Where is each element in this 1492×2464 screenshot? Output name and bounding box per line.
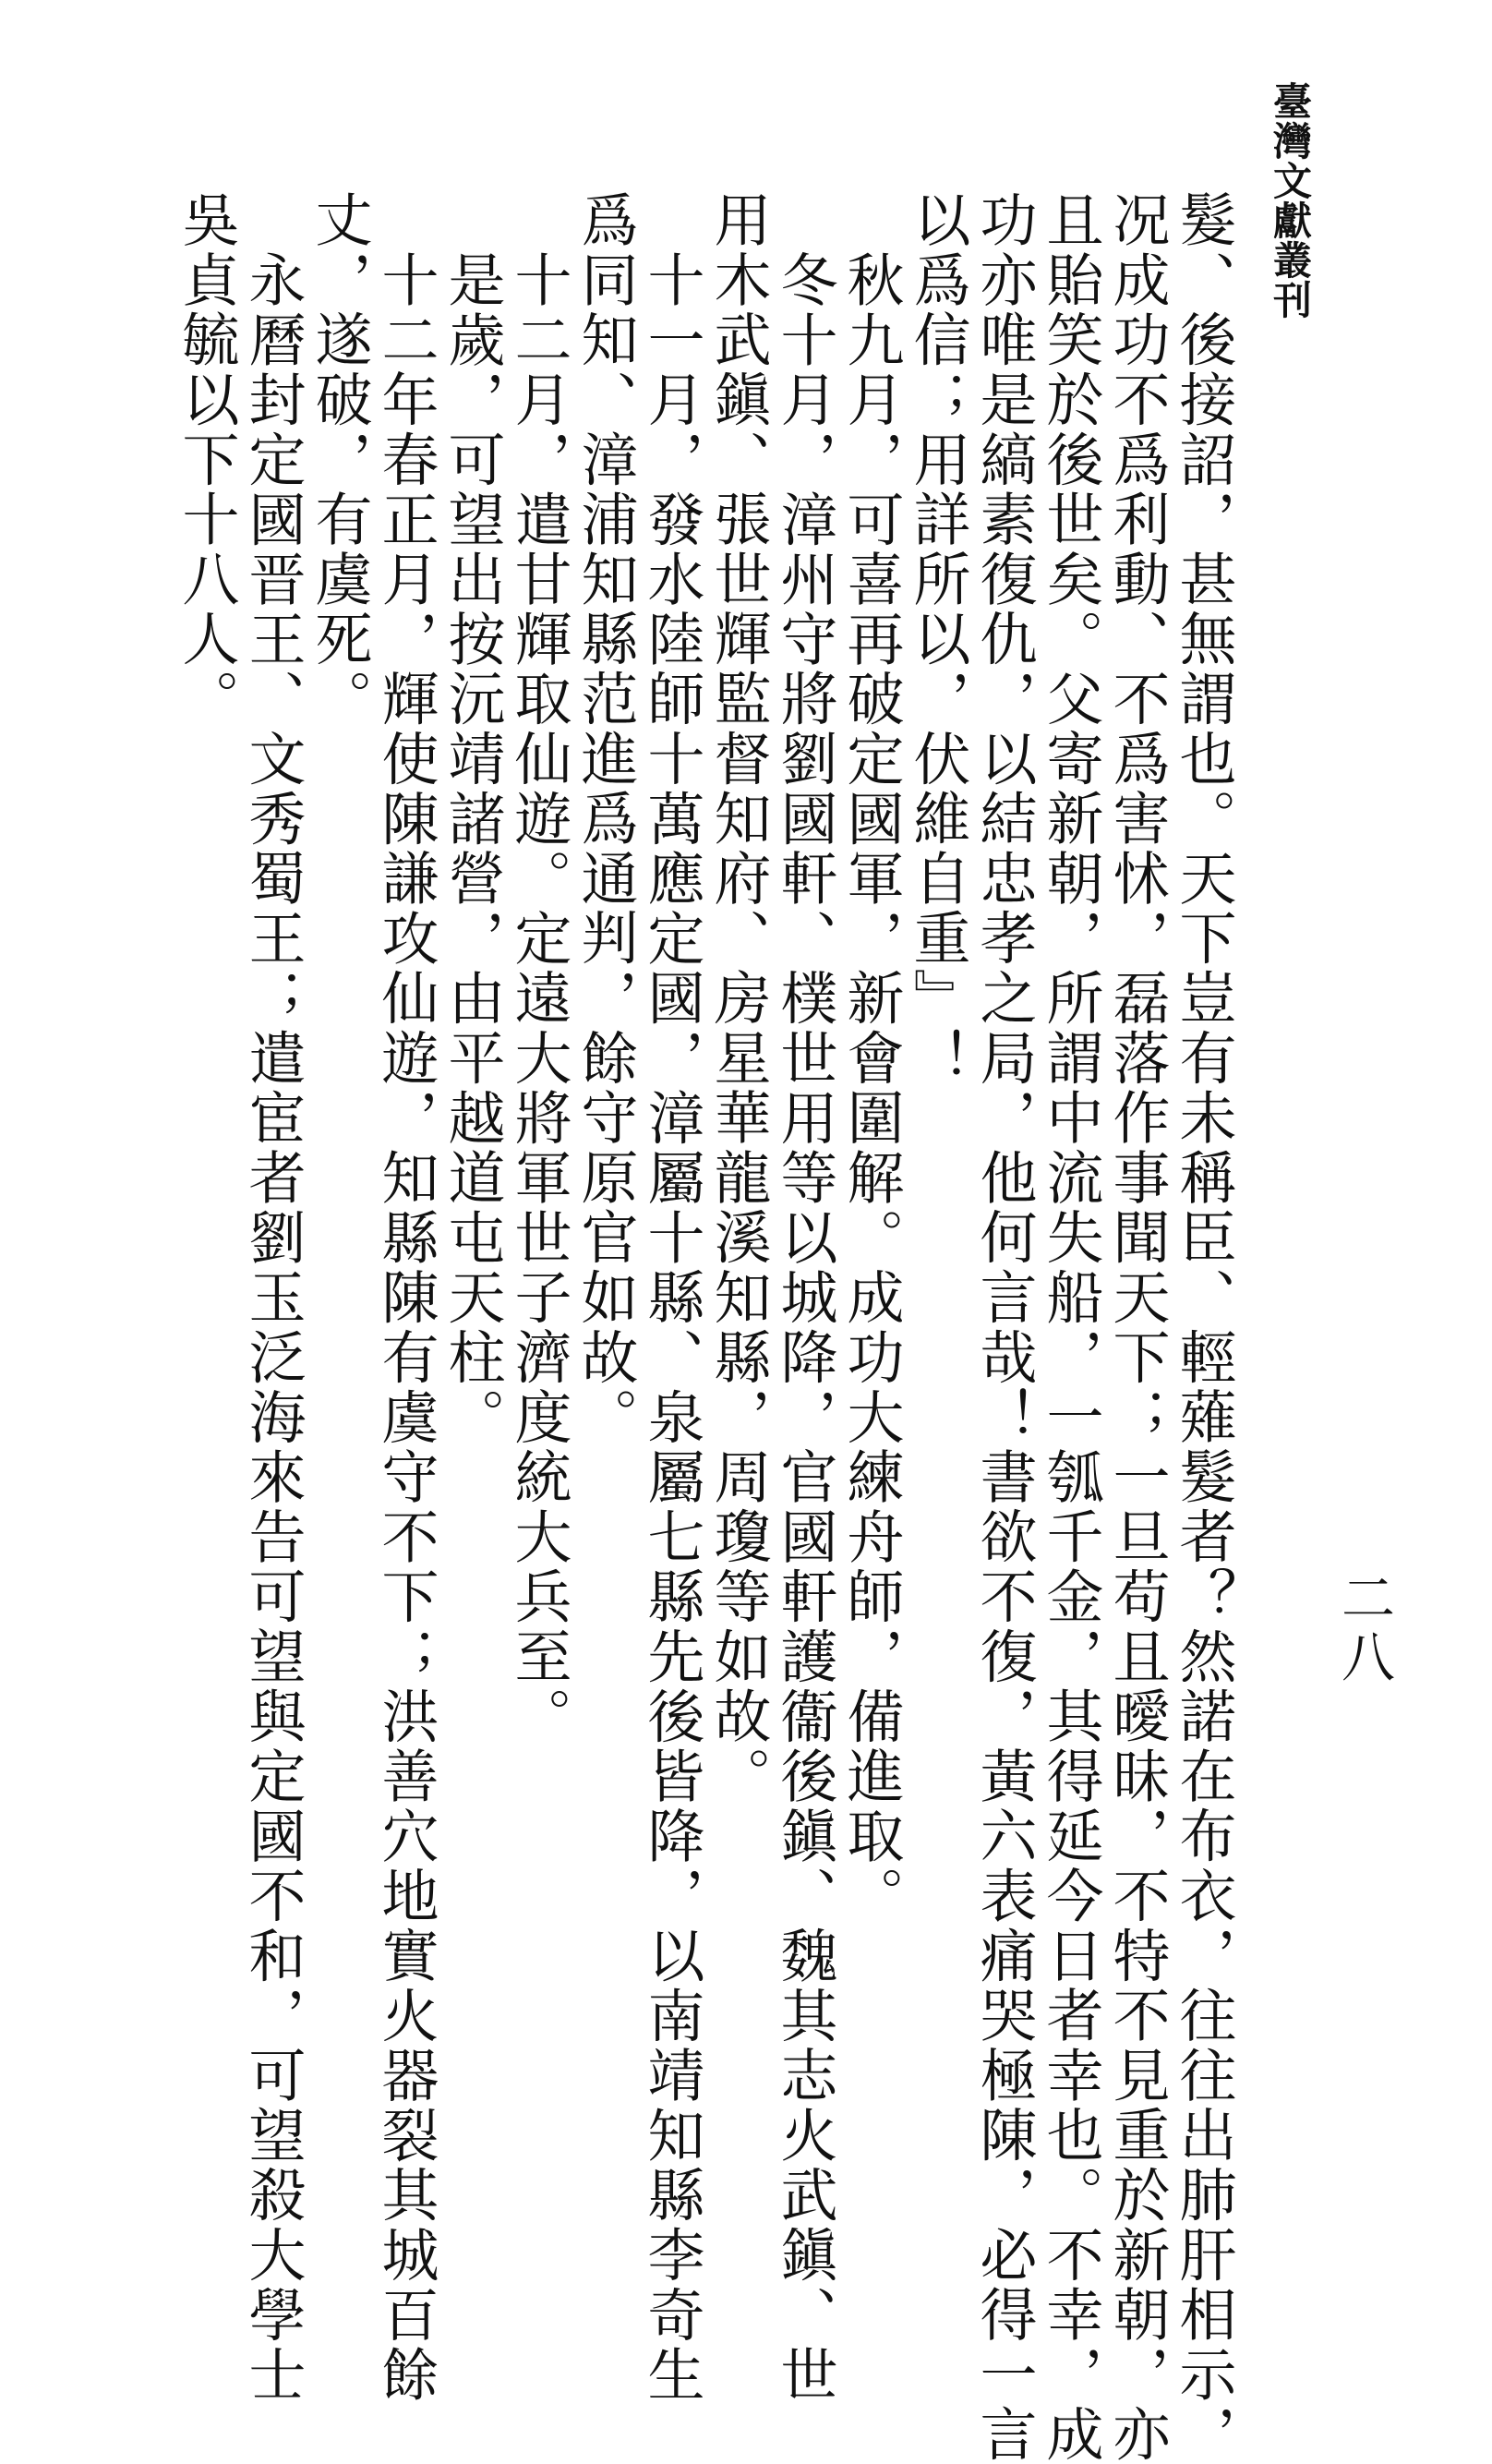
- text-column: 十二月，遣甘輝取仙遊。定遠大將軍世子濟度統大兵至。: [505, 250, 572, 1746]
- text-column: 冬十月，漳州守將劉國軒、樸世用等以城降，官國軒護衞後鎭、魏其志火武鎭、世: [771, 250, 838, 2405]
- text-column: 丈，遂破，有虞死。: [306, 190, 373, 730]
- text-column: 爲同知、漳浦知縣范進爲通判，餘守原官如故。: [572, 190, 639, 1447]
- text-column: 且貽笑於後世矣。父寄新朝，所謂中流失船，一瓠千金，其得延今日者幸也。不幸，成: [1037, 190, 1104, 2464]
- text-column: 功亦唯是縞素復仇，以結忠孝之局，他何言哉！書欲不復，黃六表痛哭極陳，必得一言: [970, 190, 1038, 2464]
- text-column: 是歲，可望出按沅靖諸營，由平越道屯天柱。: [439, 250, 506, 1447]
- text-column: 秋九月，可喜再破定國軍，新會圍解。成功大練舟師，備進取。: [837, 250, 905, 1927]
- text-column: 吳貞毓以下十八人。: [173, 190, 240, 730]
- text-column: 十一月，發水陸師十萬應定國，漳屬十縣、泉屬七縣先後皆降，以南靖知縣李奇生: [638, 250, 705, 2405]
- running-title: 臺灣文獻叢刊: [1268, 81, 1313, 320]
- text-column: 以爲信；用詳所以，伏維自重』！: [904, 190, 971, 1088]
- text-column: 髮、後接詔，甚無謂也。天下豈有未稱臣、輕薙髮者？然諾在布衣，往往出肺肝相示，: [1170, 190, 1237, 2464]
- text-column: 况成功不爲利動、不爲害怵，磊落作事聞天下；一旦苟且曖昧，不特不見重於新朝，亦: [1103, 190, 1171, 2464]
- text-column: 十二年春正月，輝使陳謙攻仙遊，知縣陳有虞守不下；洪善穴地實火器裂其城百餘: [372, 250, 439, 2405]
- text-column: 用木武鎭、張世輝監督知府、房星華龍溪知縣，周瓊等如故。: [704, 190, 772, 1806]
- page-number: 二八: [1332, 1570, 1395, 1688]
- text-column: 永曆封定國晋王、文秀蜀王；遣宦者劉玉泛海來告可望與定國不和，可望殺大學士: [239, 250, 307, 2405]
